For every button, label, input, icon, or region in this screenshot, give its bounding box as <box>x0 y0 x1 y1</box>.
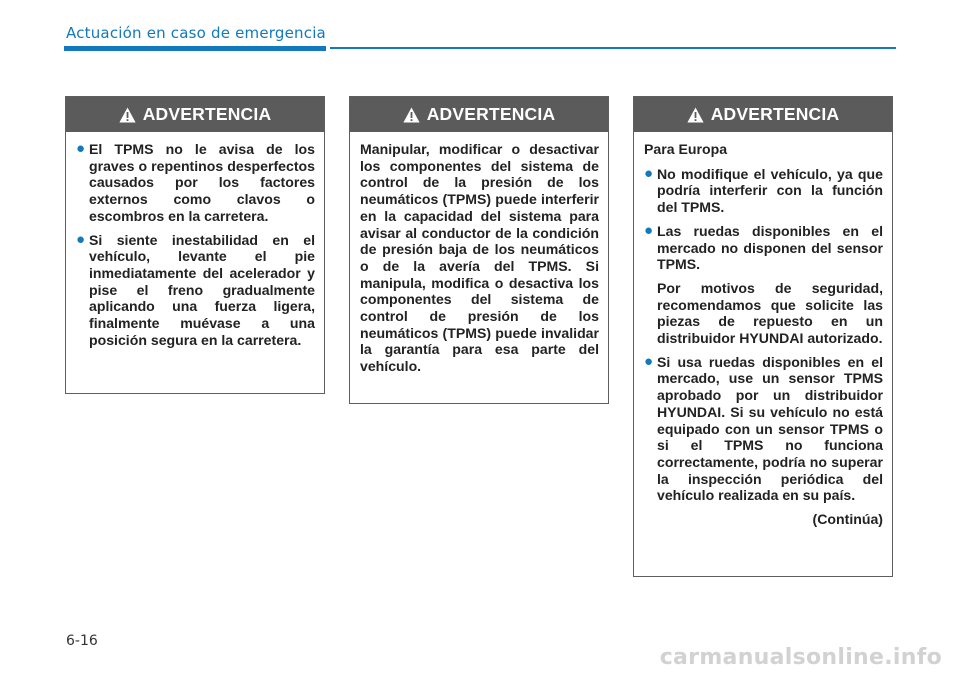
warning-intro: Para Europa <box>644 141 728 157</box>
warning-triangle-icon <box>403 107 420 123</box>
list-item <box>76 232 315 349</box>
sub-paragraph: Por motivos de seguridad, recomendamos que solicite las piezas de repuesto en un distribuidor HYUNDAI autorizado. <box>657 279 883 347</box>
list-item <box>644 354 883 504</box>
warning-title: ADVERTENCIA <box>426 104 556 124</box>
warning-body <box>66 132 324 356</box>
list-item <box>644 223 883 347</box>
warning-box-3 <box>633 96 893 577</box>
warning-title: ADVERTENCIA <box>710 104 840 124</box>
warning-triangle-icon <box>119 107 136 123</box>
warning-header <box>66 97 324 132</box>
warning-header <box>634 97 892 132</box>
list-item <box>76 141 315 225</box>
bullet-icon: ● <box>76 140 86 157</box>
bullet-text: Si siente inestabilidad en el vehículo, levante el pie inmediatamente del acelerador y pise el freno gradualmente aplicando una fuerza ligera, finalmente muévase a una posición segura en la carretera. <box>89 231 315 348</box>
warning-body <box>634 132 892 536</box>
bullet-text: Las ruedas disponibles en el mercado no disponen del sensor TPMS. <box>657 222 883 273</box>
bullet-text: El TPMS no le avisa de los graves o repentinos desperfectos causados por los factores externos como clavos o escombros en la carretera. <box>89 141 315 224</box>
watermark: carmanualsonline.info <box>659 645 942 670</box>
section-title: Actuación en caso de emergencia <box>66 24 326 42</box>
page-number: 6-16 <box>66 633 98 649</box>
bullet-text: No modifique el vehículo, ya que podría interferir con la función del TPMS. <box>657 165 883 216</box>
bullet-icon: ● <box>644 164 654 182</box>
bullet-list <box>644 166 883 504</box>
list-item <box>644 166 883 216</box>
bullet-list <box>76 141 315 348</box>
warning-header <box>350 97 608 132</box>
warning-box-1 <box>65 96 325 394</box>
warning-paragraph: Manipular, modificar o desactivar los componentes del sistema de control de la presión de los neumáticos (TPMS) puede interferir en la capacidad del sistema para avisar al conductor de la condición de presión baja de los neumáticos o de la avería del TPMS. Si manipula, modifica o desactiva los componentes del sistema de control de presión de los neumáticos (TPMS) puede invalidar la garantía para esa parte del vehículo. <box>360 141 599 375</box>
warning-title: ADVERTENCIA <box>142 104 272 124</box>
header-rule-thick <box>64 46 326 51</box>
bullet-icon: ● <box>644 221 654 239</box>
continued-label: (Continúa) <box>812 511 883 528</box>
warning-box-2 <box>349 96 609 404</box>
bullet-icon: ● <box>76 230 86 248</box>
warning-triangle-icon <box>687 107 704 123</box>
header-rule-thin <box>330 47 896 49</box>
warning-body <box>350 132 608 383</box>
bullet-text: Si usa ruedas disponibles en el mercado, use un sensor TPMS aprobado por un distribuidor HYUNDAI. Si su vehículo no está equipado con un sensor TPMS o si el TPMS no funciona correctamente, podría no superar la inspección periódica del vehículo realizada en su país. <box>657 353 883 504</box>
bullet-icon: ● <box>644 352 654 370</box>
